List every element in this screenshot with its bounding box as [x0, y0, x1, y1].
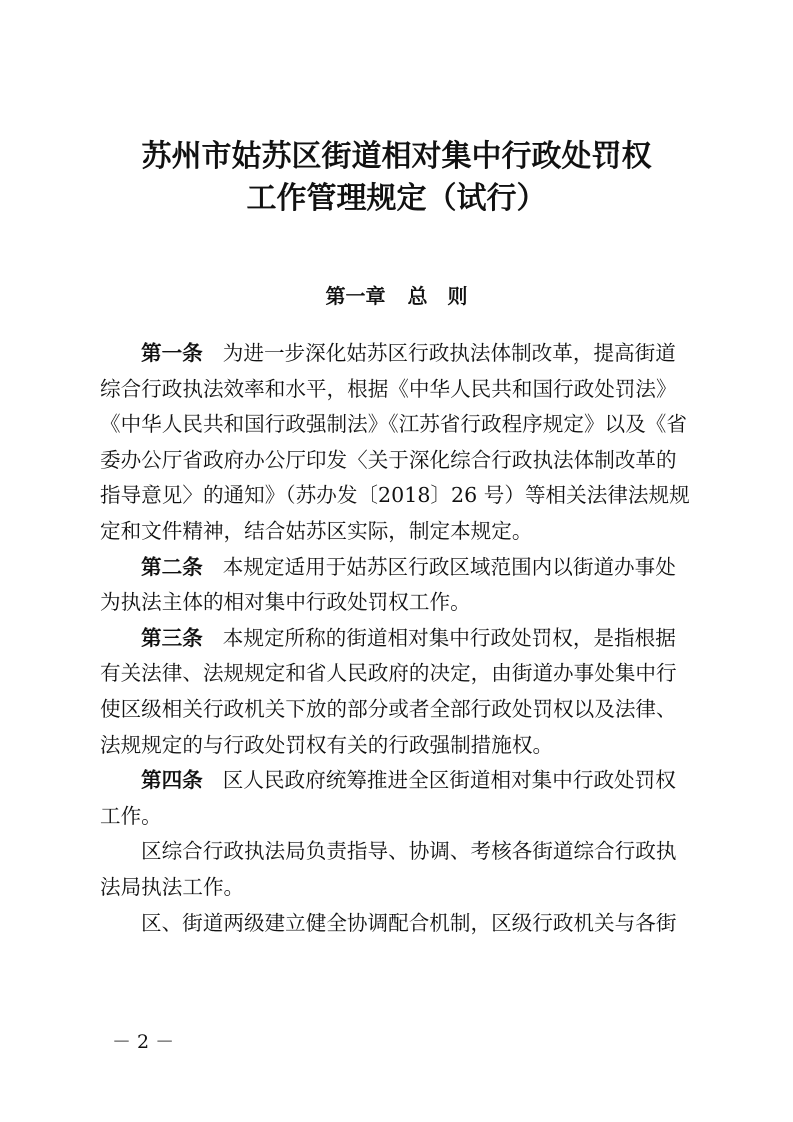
article-text-line: 工作。 [100, 803, 162, 828]
article-text-line: 使区级相关行政机关下放的部分或者全部行政处罚权以及法律、 [100, 696, 677, 721]
article-label: 第三条 [141, 625, 203, 650]
document-title-line-1: 苏州市姑苏区街道相对集中行政处罚权 [141, 139, 652, 174]
article-text-line: 定和文件精神，结合姑苏区实际，制定本规定。 [100, 518, 533, 543]
paragraph [100, 906, 693, 942]
article-text-line: 本规定适用于姑苏区行政区域范围内以街道办事处 [222, 554, 676, 579]
chapter-heading [0, 282, 793, 310]
article-text-line: 委办公厅省政府办公厅印发〈关于深化综合行政执法体制改革的 [100, 447, 677, 472]
article-text-line: 有关法律、法规规定和省人民政府的决定，由街道办事处集中行 [100, 661, 677, 686]
paragraph [100, 834, 693, 905]
chapter-number: 第一章 [325, 284, 386, 308]
article-text-line: 为进一步深化姑苏区行政执法体制改革，提高街道 [222, 341, 676, 365]
article-3 [100, 621, 693, 763]
paragraph-text-line: 区、街道两级建立健全协调配合机制，区级行政机关与各街 [141, 910, 677, 935]
page-number: － 2 － [112, 1031, 175, 1053]
article-text-line: 《中华人民共和国行政强制法》《江苏省行政程序规定》以及《省 [100, 412, 687, 437]
article-1 [100, 336, 693, 550]
paragraph-text-line: 法局执法工作。 [100, 874, 245, 899]
article-text-line: 综合行政执法效率和水平，根据《中华人民共和国行政处罚法》 [100, 376, 677, 401]
article-text-line: 本规定所称的街道相对集中行政处罚权，是指根据 [222, 625, 676, 650]
article-text-line: 为执法主体的相对集中行政处罚权工作。 [100, 590, 471, 615]
article-label: 第四条 [141, 768, 203, 793]
article-label: 第二条 [141, 554, 203, 579]
chapter-name: 总 则 [407, 284, 468, 308]
article-text-line: 指导意见〉的通知》（苏办发〔2018〕26 号）等相关法律法规规 [100, 483, 690, 508]
article-4 [100, 763, 693, 834]
document-title-line-2: 工作管理规定（试行） [246, 181, 547, 216]
article-text-line: 区人民政府统筹推进全区街道相对集中行政处罚权 [222, 768, 676, 793]
article-text-line: 法规规定的与行政处罚权有关的行政强制措施权。 [100, 732, 554, 757]
paragraph-text-line: 区综合行政执法局负责指导、协调、考核各街道综合行政执 [141, 839, 677, 864]
document-body [100, 336, 693, 941]
article-2 [100, 550, 693, 621]
article-label: 第一条 [141, 341, 203, 365]
